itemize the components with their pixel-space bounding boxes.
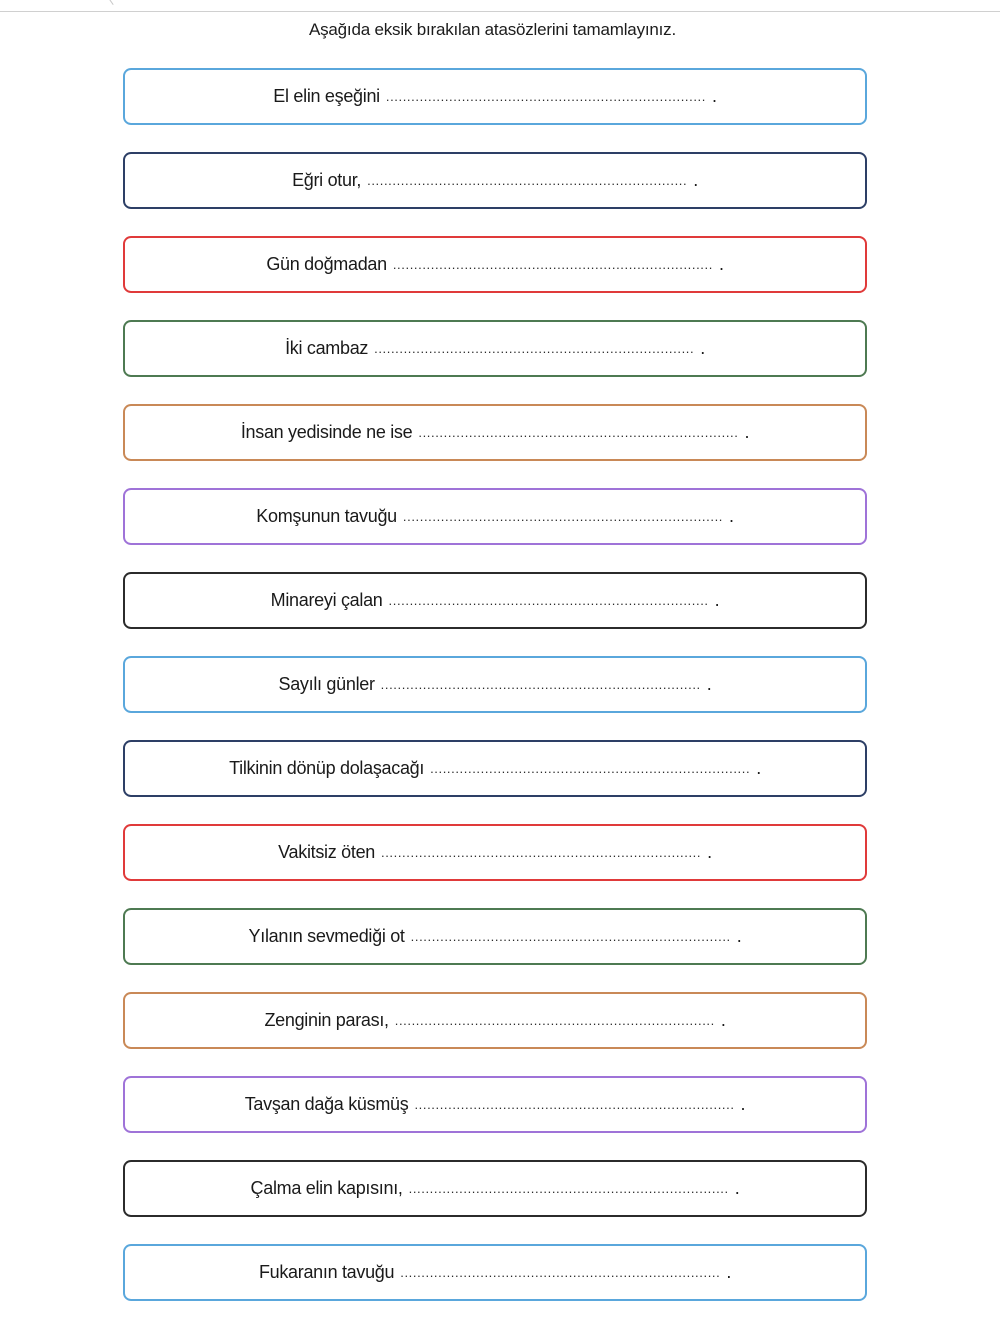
top-divider — [0, 0, 1000, 12]
proverb-box-5[interactable] — [123, 404, 867, 461]
proverb-text: Tavşan dağa küsmüş — [244, 1094, 409, 1114]
proverb-box-2[interactable] — [123, 152, 867, 209]
proverb-text: Zenginin parası, — [264, 1010, 389, 1030]
proverb-box-4[interactable] — [123, 320, 867, 377]
proverb-box-15[interactable] — [123, 1244, 867, 1301]
instruction-text: Aşağıda eksik bırakılan atasözlerini tamamlayınız. — [308, 20, 676, 39]
period: . — [700, 338, 705, 358]
period: . — [720, 1010, 726, 1030]
proverb-text: Çalma elin kapısını, — [250, 1178, 403, 1198]
blank-dots: ............................................................................ — [408, 1181, 729, 1196]
blank-dots: ............................................................................ — [385, 89, 706, 104]
blank-dots: ............................................................................ — [381, 845, 702, 860]
blank-dots: ............................................................................ — [380, 677, 701, 692]
period: . — [714, 590, 720, 610]
period: . — [736, 926, 742, 946]
proverb-box-6[interactable] — [123, 488, 867, 545]
proverb-box-12[interactable] — [123, 992, 867, 1049]
proverb-box-11[interactable] — [123, 908, 867, 965]
blank-dots: ............................................................................ — [430, 761, 751, 776]
proverb-box-14[interactable] — [123, 1160, 867, 1217]
proverb-box-8[interactable] — [123, 656, 867, 713]
blank-dots: ............................................................................ — [392, 257, 713, 272]
period: . — [740, 1094, 746, 1114]
proverb-text: Minareyi çalan — [270, 590, 383, 610]
blank-dots: ............................................................................ — [414, 1097, 735, 1112]
proverb-box-10[interactable] — [123, 824, 867, 881]
proverb-box-9[interactable] — [123, 740, 867, 797]
period: . — [744, 422, 750, 442]
proverb-text: Gün doğmadan — [266, 254, 387, 274]
proverb-text: İki cambaz — [285, 338, 369, 358]
period: . — [734, 1178, 740, 1198]
proverb-text: Komşunun tavuğu — [256, 506, 397, 526]
period: . — [693, 170, 698, 190]
period: . — [729, 506, 734, 526]
blank-dots: ............................................................................ — [388, 593, 709, 608]
proverb-text: El elin eşeğini — [273, 86, 380, 106]
blank-dots: ............................................................................ — [394, 1013, 715, 1028]
proverb-text: Vakitsiz öten — [278, 842, 375, 862]
proverb-box-13[interactable] — [123, 1076, 867, 1133]
period: . — [706, 674, 712, 694]
proverb-text: Fukaranın tavuğu — [258, 1262, 395, 1282]
proverb-box-7[interactable] — [123, 572, 867, 629]
proverb-text: Sayılı günler — [278, 674, 375, 694]
blank-dots: ............................................................................ — [367, 173, 688, 188]
proverb-text: Yılanın sevmediği ot — [248, 926, 405, 946]
blank-dots: ............................................................................ — [374, 341, 695, 356]
period: . — [756, 758, 761, 778]
period: . — [718, 254, 724, 274]
period: . — [711, 86, 717, 106]
period: . — [726, 1262, 732, 1282]
period: . — [707, 842, 712, 862]
proverb-text: Tilkinin dönüp dolaşacağı — [229, 758, 425, 778]
proverb-box-1[interactable] — [123, 68, 867, 125]
proverb-box-3[interactable] — [123, 236, 867, 293]
blank-dots: ............................................................................ — [418, 425, 739, 440]
blank-dots: ............................................................................ — [402, 509, 723, 524]
proverb-text: İnsan yedisinde ne ise — [240, 422, 413, 442]
proverb-list — [123, 68, 867, 1321]
blank-dots: ............................................................................ — [400, 1265, 721, 1280]
proverb-text: Eğri otur, — [292, 170, 362, 190]
blank-dots: ............................................................................ — [410, 929, 731, 944]
